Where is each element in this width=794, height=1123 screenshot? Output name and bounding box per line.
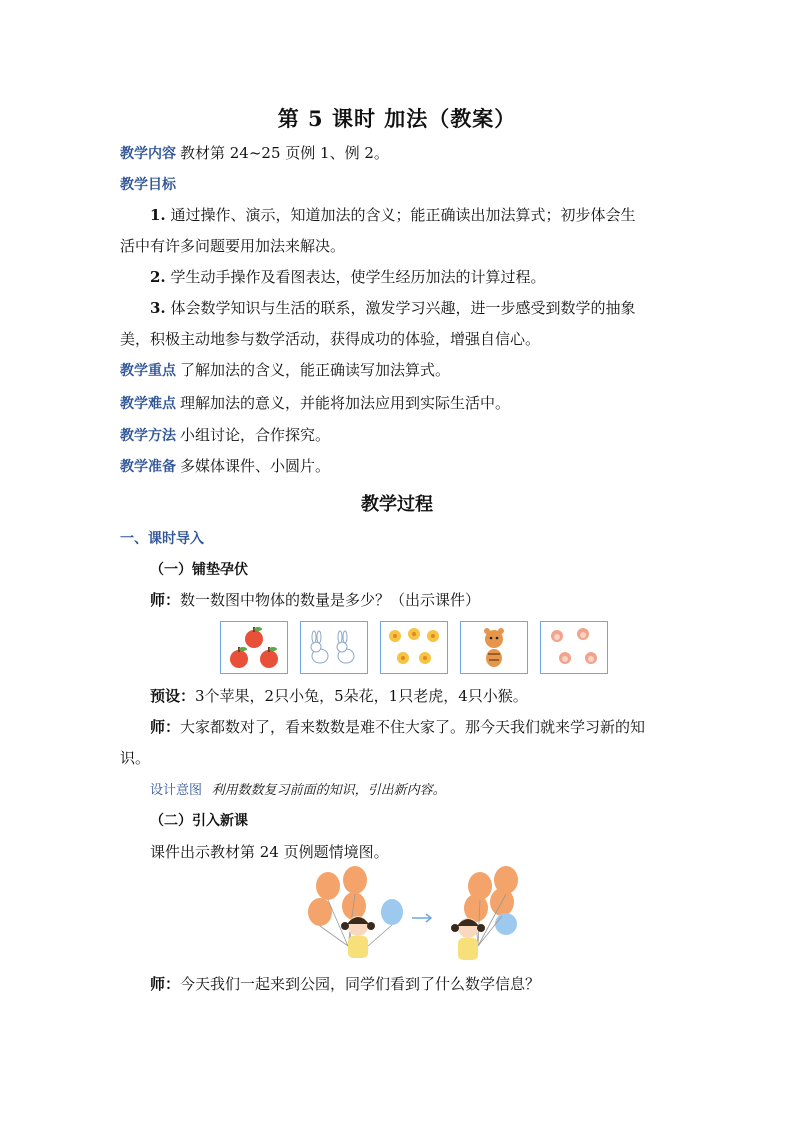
process-title: 教学过程 bbox=[361, 494, 433, 515]
difficulty-row bbox=[120, 393, 680, 414]
flower-icon bbox=[381, 622, 447, 673]
part2-teacher-line bbox=[150, 974, 680, 994]
apples-box bbox=[220, 621, 288, 674]
part1-heading bbox=[150, 559, 710, 580]
balloon-scene bbox=[300, 866, 530, 966]
preset-label: 预设： bbox=[150, 687, 196, 705]
goal-1-line1 bbox=[150, 205, 680, 225]
difficulty-label: 教学难点 bbox=[120, 396, 176, 412]
teacher2-label: 师： bbox=[150, 718, 181, 736]
goal-3-text2: 美，积极主动地参与数学活动，获得成功的体验，增强自信心。 bbox=[120, 330, 541, 348]
design-intent-line bbox=[150, 779, 680, 801]
part1-teacher-line bbox=[150, 590, 680, 610]
key-point-row bbox=[120, 360, 680, 381]
teacher2-text2: 识。 bbox=[120, 749, 151, 767]
goal-3-num: 3. bbox=[150, 299, 166, 317]
prep-label: 教学准备 bbox=[120, 459, 176, 475]
goal-1-num: 1. bbox=[150, 206, 166, 224]
balloon-girls-icon bbox=[300, 866, 530, 966]
part2-text: 课件出示教材第 24 页例题情境图。 bbox=[150, 843, 389, 861]
method-text: 小组讨论，合作探究。 bbox=[180, 426, 331, 444]
content-label: 教学内容 bbox=[120, 146, 176, 162]
teacher2-line1 bbox=[150, 717, 680, 737]
page-title: 第 5 课时 加法（教案） bbox=[277, 106, 517, 131]
part2-heading bbox=[150, 810, 710, 831]
teacher-label: 师： bbox=[150, 591, 181, 609]
goal-2 bbox=[150, 267, 680, 287]
goal-3-text1: 体会数学知识与生活的联系，激发学习兴趣，进一步感受到数学的抽象 bbox=[170, 299, 636, 317]
goal-2-text: 学生动手操作及看图表达，使学生经历加法的计算过程。 bbox=[170, 268, 546, 286]
key-point-label: 教学重点 bbox=[120, 363, 176, 379]
key-point-text: 了解加法的含义，能正确读写加法算式。 bbox=[180, 361, 451, 379]
rabbits-box bbox=[300, 621, 368, 674]
method-label: 教学方法 bbox=[120, 428, 176, 444]
goal-1-text1: 通过操作、演示，知道加法的含义；能正确读出加法算式；初步体会生 bbox=[170, 206, 636, 224]
goals-heading bbox=[120, 174, 680, 195]
teacher-text: 数一数图中物体的数量是多少？（出示课件） bbox=[180, 591, 481, 609]
goal-2-num: 2. bbox=[150, 268, 166, 286]
flowers-box bbox=[380, 621, 448, 674]
prep-text: 多媒体课件、小圆片。 bbox=[180, 457, 331, 475]
content-text: 教材第 24~25 页例 1、例 2。 bbox=[180, 144, 389, 162]
goal-3-line2 bbox=[120, 329, 680, 349]
tiger-box bbox=[460, 621, 528, 674]
goal-1-text2: 活中有许多问题要用加法来解决。 bbox=[120, 237, 346, 255]
part1-heading-text: （一）铺垫孕伏 bbox=[150, 562, 248, 578]
goals-label: 教学目标 bbox=[120, 177, 176, 193]
part2-teacher-label: 师： bbox=[150, 975, 181, 993]
teacher2-text1: 大家都数对了，看来数数是难不住大家了。那今天我们就来学习新的知 bbox=[180, 718, 646, 736]
monkey-icon bbox=[541, 622, 607, 673]
preset-text: 3个苹果，2只小兔，5朵花，1只老虎，4只小猴。 bbox=[195, 687, 528, 705]
monkeys-box bbox=[540, 621, 608, 674]
part2-teacher-text: 今天我们一起来到公园，同学们看到了什么数学信息？ bbox=[180, 975, 541, 993]
design-text: 利用数数复习前面的知识，引出新内容。 bbox=[211, 783, 446, 798]
section1-heading-text: 一、课时导入 bbox=[120, 531, 204, 547]
part2-heading-text: （二）引入新课 bbox=[150, 813, 248, 829]
goal-1-line2 bbox=[120, 236, 680, 256]
content-row bbox=[120, 143, 680, 164]
teacher2-line2 bbox=[120, 748, 680, 768]
part2-text-line bbox=[150, 842, 680, 862]
preset-line bbox=[150, 686, 680, 706]
rabbit-icon bbox=[301, 622, 367, 673]
tiger-icon bbox=[461, 622, 527, 673]
counting-pictures bbox=[220, 621, 606, 674]
difficulty-text: 理解加法的意义，并能将加法应用到实际生活中。 bbox=[180, 394, 511, 412]
design-label: 设计意图 bbox=[150, 783, 203, 798]
prep-row bbox=[120, 456, 680, 477]
goal-3-line1 bbox=[150, 298, 680, 318]
apple-icon bbox=[221, 622, 287, 673]
method-row bbox=[120, 425, 680, 446]
section1-heading bbox=[120, 528, 680, 549]
